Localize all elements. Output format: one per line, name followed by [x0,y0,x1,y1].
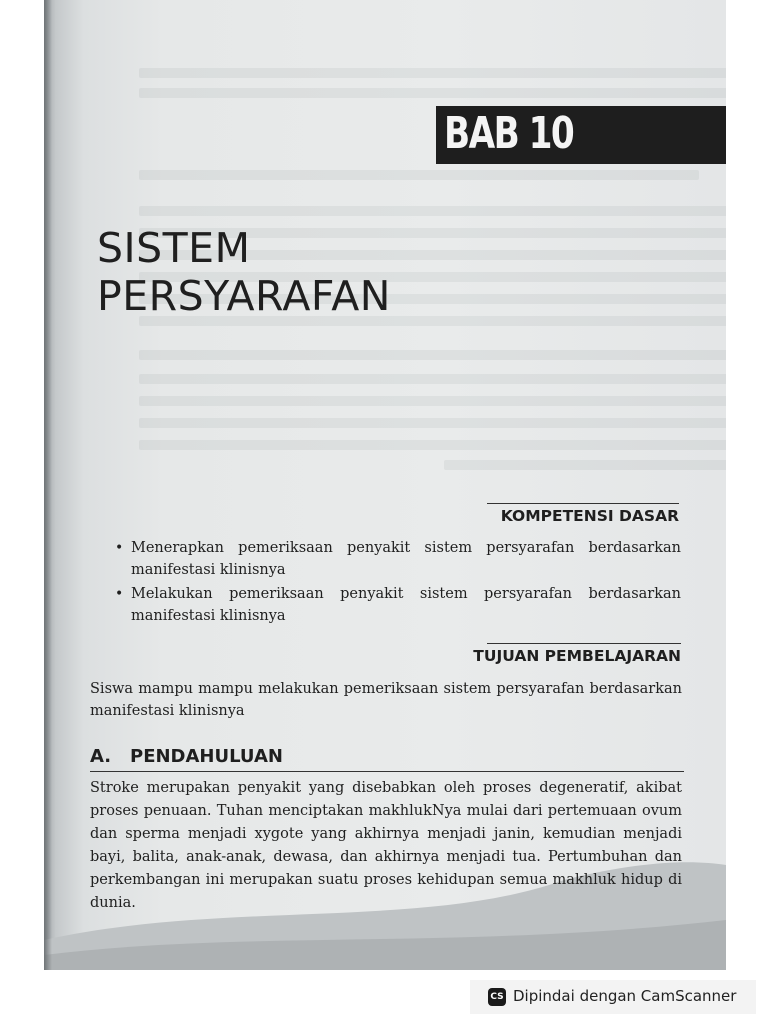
tujuan-text: Siswa mampu mampu melakukan pemeriksaan sistem persyarafan berdasarkan manifestasi klinisnya [90,681,682,719]
bleed-through-line [444,460,726,470]
scanner-watermark-label: Dipindai dengan CamScanner [513,987,737,1005]
bleed-through-line [139,88,726,98]
list-item-text: Menerapkan pemeriksaan penyakit sistem persyarafan berdasarkan manifestasi klinisnya [131,540,681,578]
section-title: PENDAHULUAN [130,746,283,767]
kompetensi-heading: KOMPETENSI DASAR [500,507,679,525]
bleed-through-line [139,396,726,406]
kompetensi-list [113,537,681,629]
section-heading [90,746,283,767]
bleed-through-line [139,418,726,428]
list-item [113,537,681,581]
section-rule [90,771,684,772]
bullet-icon: • [115,586,124,602]
bleed-through-line [139,350,726,360]
camscanner-logo-icon: CS [488,988,506,1006]
section-body: Stroke merupakan penyakit yang disebabkan oleh proses degeneratif, akibat proses penuaan. Tuhan menciptakan makhlukNya mulai dari pertemuaan ovum dan sperma menjadi xygote yang akhirnya menjadi janin, kemudian menjadi bayi, balita, anak-anak, dewasa, dan akhirnya menjadi tua. Pertumbuhan dan perkembangan ini merupakan suatu proses kehidupan semua makhluk hidup di dunia. [90,780,682,911]
tujuan-rule [487,643,681,644]
bleed-through-line [139,68,726,78]
kompetensi-rule [487,503,679,504]
chapter-title [97,224,391,320]
bleed-through-line [139,170,699,180]
chapter-label: BAB 10 [444,108,574,159]
bleed-through-line [139,440,726,450]
tujuan-heading: TUJUAN PEMBELAJARAN [473,647,681,665]
chapter-title-line: PERSYARAFAN [97,272,391,320]
list-item-text: Melakukan pemeriksaan penyakit sistem persyarafan berdasarkan manifestasi klinisnya [131,586,681,624]
list-item [113,583,681,627]
bleed-through-line [139,374,726,384]
section-number: A. [90,746,112,767]
bleed-through-line [139,206,726,216]
page-gutter-shadow [44,0,52,970]
bullet-icon: • [115,540,124,556]
chapter-title-line: SISTEM [97,224,251,272]
